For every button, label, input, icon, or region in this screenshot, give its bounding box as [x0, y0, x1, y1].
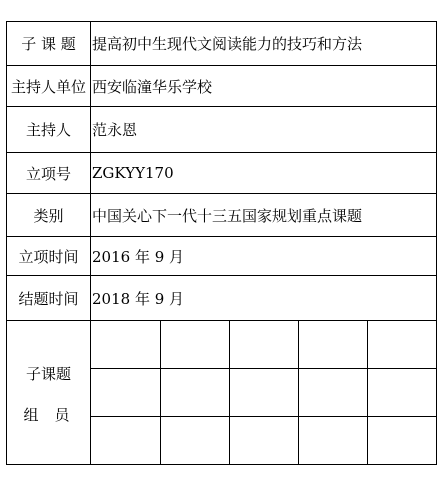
- subtopic-value: 提高初中生现代文阅读能力的技巧和方法: [91, 22, 437, 66]
- members-label-line2: 组员: [23, 405, 86, 424]
- member-cell[interactable]: [91, 321, 160, 369]
- completion-date-label: 结题时间: [7, 276, 91, 321]
- row-project-number: [7, 153, 437, 194]
- row-host-unit: [7, 66, 437, 107]
- row-completion-date: [7, 276, 437, 321]
- member-cell[interactable]: [367, 321, 436, 369]
- row-subtopic: [7, 22, 437, 66]
- row-members: [7, 321, 437, 465]
- host-label: 主持人: [7, 107, 91, 153]
- row-category: [7, 194, 437, 237]
- project-info-sheet: [6, 21, 437, 479]
- members-label-line1: 子课题: [25, 364, 71, 383]
- category-value: 中国关心下一代十三五国家规划重点课题: [91, 194, 437, 237]
- members-label: [7, 321, 91, 465]
- members-grid: [91, 321, 436, 464]
- member-cell[interactable]: [298, 417, 367, 465]
- members-grid-row: [91, 369, 436, 417]
- member-cell[interactable]: [298, 321, 367, 369]
- project-number-label: 立项号: [7, 153, 91, 194]
- completion-date-value: 2018 年 9 月: [91, 276, 437, 321]
- member-cell[interactable]: [160, 417, 229, 465]
- member-cell[interactable]: [160, 321, 229, 369]
- member-cell[interactable]: [367, 369, 436, 417]
- member-cell[interactable]: [229, 417, 298, 465]
- members-grid-cell: [91, 321, 437, 465]
- member-cell[interactable]: [229, 321, 298, 369]
- member-cell[interactable]: [367, 417, 436, 465]
- member-cell[interactable]: [160, 369, 229, 417]
- row-host: [7, 107, 437, 153]
- members-grid-row: [91, 321, 436, 369]
- approval-date-value: 2016 年 9 月: [91, 237, 437, 276]
- member-cell[interactable]: [91, 417, 160, 465]
- project-info-table: [6, 21, 437, 465]
- approval-date-label: 立项时间: [7, 237, 91, 276]
- host-unit-value: 西安临潼华乐学校: [91, 66, 437, 107]
- member-cell[interactable]: [298, 369, 367, 417]
- subtopic-label: 子 课 题: [7, 22, 91, 66]
- row-approval-date: [7, 237, 437, 276]
- host-value: 范永恩: [91, 107, 437, 153]
- member-cell[interactable]: [229, 369, 298, 417]
- members-grid-row: [91, 417, 436, 465]
- project-number-value: ZGKYY170: [91, 153, 437, 194]
- host-unit-label: 主持人单位: [7, 66, 91, 107]
- member-cell[interactable]: [91, 369, 160, 417]
- category-label: 类别: [7, 194, 91, 237]
